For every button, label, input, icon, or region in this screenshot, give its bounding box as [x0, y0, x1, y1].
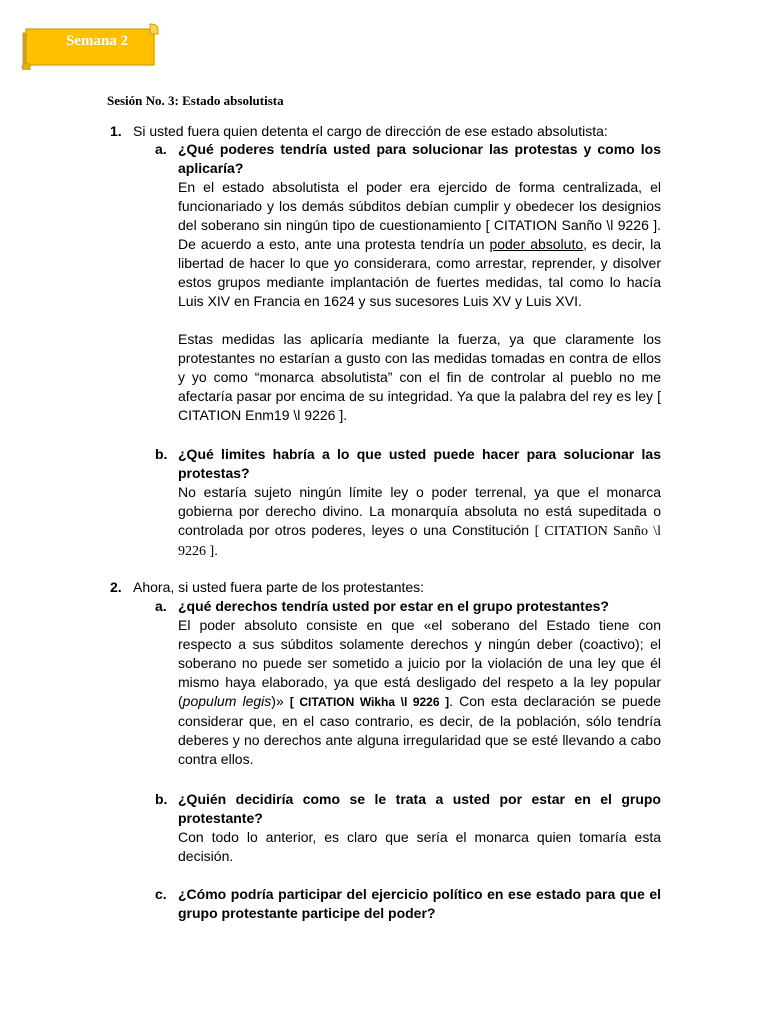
item-letter: c.	[155, 886, 167, 902]
question-1b	[155, 445, 661, 561]
question-2b	[155, 790, 661, 866]
session-title: Sesión No. 3: Estado absolutista	[107, 93, 284, 108]
citation: [ CITATION Wikha \l 9226 ]	[289, 695, 450, 709]
item-question: ¿qué derechos tendría usted por estar en el grupo protestantes?	[178, 598, 609, 614]
question-number: 1.	[110, 123, 122, 139]
item-letter: a.	[155, 141, 167, 157]
citation: [ CITATION Sanño \l 9226 ]	[178, 524, 661, 559]
answer-paragraph: En el estado absolutista el poder era ejercido de forma centralizada, el funcionariado y los demás súbditos debían cumplir y obedecer los designios del soberano sin ningún tipo de cuestionamiento [ CITATION Sanño \l 9226 ]. De acuerdo a esto, ante una protesta tendría un poder absoluto, es decir, la libertad de hacer lo que yo considerara, como arrestar, reprender, y disolver estos grupos mediante implantación de fuertes medidas, tal como lo hacía Luis XIV en Francia en 1624 y sus sucesores Luis XV y Luis XVI.	[178, 179, 661, 309]
item-letter: b.	[155, 791, 168, 807]
question-text: Ahora, si usted fuera parte de los protestantes:	[133, 579, 425, 595]
item-answer	[178, 178, 661, 425]
question-2c	[155, 885, 661, 923]
item-answer: No estaría sujeto ningún límite ley o poder terrenal, ya que el monarca gobierna por derecho divino. La monarquía absoluta no está supeditada o controlada por otros poderes, leyes o una Constitución [ CITATION Sanño \l 9226 ].	[178, 484, 661, 559]
question-2a	[155, 597, 661, 769]
week-banner	[18, 22, 160, 70]
item-question: ¿Qué limites habría a lo que usted puede hacer para solucionar las protestas?	[178, 446, 661, 481]
question-1a	[155, 140, 661, 425]
item-answer: El poder absoluto consiste en que «el soberano del Estado tiene con respecto a sus súbditos solamente derechos y ningún deber (coactivo); el soberano no puede ser sometido a juicio por la violación de una ley que él mismo haya elaborado, ya que está desligado del respeto a la ley popular (populum legis)» [ CITATION Wikha \l 9226 ]. Con esta declaración se puede considerar que, en el caso contrario, es decir, de la población, sólo tendría deberes y no derechos ante alguna irregularidad que se esté llevando a cabo contra ellos.	[178, 617, 661, 767]
item-question: ¿Quién decidiría como se le trata a usted por estar en el grupo protestante?	[178, 791, 661, 826]
item-letter: b.	[155, 446, 168, 462]
item-question: ¿Cómo podría participar del ejercicio político en ese estado para que el grupo protestante participe del poder?	[178, 886, 661, 921]
week-label: Semana 2	[65, 33, 129, 49]
question-text: Si usted fuera quien detenta el cargo de dirección de ese estado absolutista:	[133, 123, 608, 139]
italic-term: populum legis	[182, 693, 272, 709]
underlined-term: poder absoluto	[489, 236, 584, 252]
answer-paragraph: Estas medidas las aplicaría mediante la fuerza, ya que claramente los protestantes no estarían a gusto con las medidas tomadas en contra de ellos y yo como “monarca absolutista” con el fin de controlar al pueblo no me afectaría pasar por encima de su integridad. Ya que la palabra del rey es ley [ CITATION Enm19 \l 9226 ].	[178, 331, 661, 423]
item-answer: Con todo lo anterior, es claro que sería el monarca quien tomaría esta decisión.	[178, 829, 661, 864]
question-number: 2.	[110, 579, 122, 595]
item-question: ¿Qué poderes tendría usted para solucionar las protestas y como los aplicaría?	[178, 141, 661, 176]
item-letter: a.	[155, 598, 167, 614]
